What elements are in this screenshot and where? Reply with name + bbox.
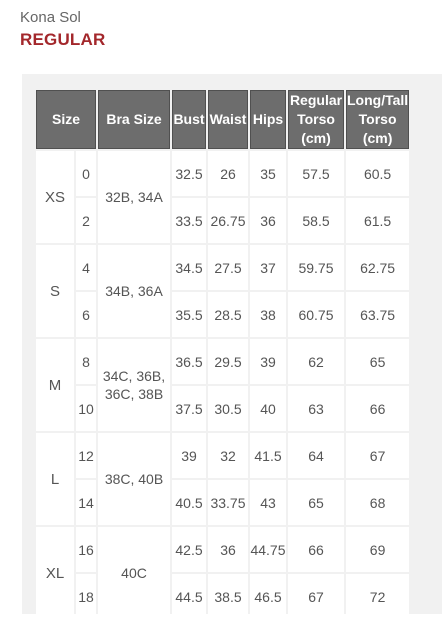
size-group-label: XL — [36, 527, 74, 619]
bust-value: 36.5 — [172, 339, 206, 384]
long-torso-value: 69 — [346, 527, 409, 572]
long-torso-value: 61.5 — [346, 198, 409, 243]
size-group-label: L — [36, 433, 74, 525]
bust-value: 34.5 — [172, 245, 206, 290]
bra-size — [98, 245, 170, 337]
regular-torso-value: 60.75 — [288, 292, 344, 337]
hips-value: 39 — [250, 339, 286, 384]
long-torso-value: 62.75 — [346, 245, 409, 290]
bra-size — [98, 151, 170, 243]
waist-value: 26 — [208, 151, 248, 196]
header-line: (cm) — [362, 130, 393, 146]
hips-value: 43 — [250, 480, 286, 525]
bust-value: 37.5 — [172, 386, 206, 431]
long-torso-value: 63.75 — [346, 292, 409, 337]
bust-value: 35.5 — [172, 292, 206, 337]
table-row — [36, 245, 409, 290]
table-row — [36, 339, 409, 384]
header-line: Torso — [297, 111, 335, 127]
hips-value: 37 — [250, 245, 286, 290]
hips-value: 41.5 — [250, 433, 286, 478]
bust-value: 40.5 — [172, 480, 206, 525]
col-header-waist: Waist — [208, 90, 248, 149]
col-header-regular-torso — [288, 90, 344, 149]
long-torso-value: 66 — [346, 386, 409, 431]
bra-size-line: 34B, 36A — [105, 283, 163, 299]
waist-value: 38.5 — [208, 574, 248, 619]
hips-value: 36 — [250, 198, 286, 243]
numeric-size: 0 — [76, 151, 96, 196]
bra-size — [98, 339, 170, 431]
waist-value: 30.5 — [208, 386, 248, 431]
numeric-size: 14 — [76, 480, 96, 525]
header-line: Long/Tall — [347, 92, 409, 108]
hips-value: 35 — [250, 151, 286, 196]
size-group-label: M — [36, 339, 74, 431]
numeric-size: 10 — [76, 386, 96, 431]
size-chart-table — [34, 88, 411, 621]
hips-value: 40 — [250, 386, 286, 431]
waist-value: 28.5 — [208, 292, 248, 337]
header-line: Regular — [289, 92, 343, 108]
bra-size — [98, 433, 170, 525]
hips-value: 38 — [250, 292, 286, 337]
table-row — [36, 198, 409, 243]
waist-value: 27.5 — [208, 245, 248, 290]
size-group-label: XS — [36, 151, 74, 243]
col-header-long-tall-torso — [346, 90, 409, 149]
long-torso-value: 67 — [346, 433, 409, 478]
table-row — [36, 433, 409, 478]
bra-size — [98, 527, 170, 619]
bust-value: 33.5 — [172, 198, 206, 243]
long-torso-value: 60.5 — [346, 151, 409, 196]
bra-size-line: 38C, 40B — [104, 471, 164, 487]
long-torso-value: 68 — [346, 480, 409, 525]
bra-size-line: 34C, 36B, — [102, 368, 166, 384]
bust-value: 42.5 — [172, 527, 206, 572]
waist-value: 36 — [208, 527, 248, 572]
bust-value: 39 — [172, 433, 206, 478]
table-row — [36, 386, 409, 431]
numeric-size: 4 — [76, 245, 96, 290]
numeric-size: 12 — [76, 433, 96, 478]
header-line: (cm) — [301, 130, 331, 146]
waist-value: 26.75 — [208, 198, 248, 243]
table-row — [36, 480, 409, 525]
numeric-size: 8 — [76, 339, 96, 384]
col-header-hips: Hips — [250, 90, 286, 149]
regular-torso-value: 58.5 — [288, 198, 344, 243]
size-group-label: S — [36, 245, 74, 337]
numeric-size: 16 — [76, 527, 96, 572]
regular-torso-value: 65 — [288, 480, 344, 525]
numeric-size: 6 — [76, 292, 96, 337]
bust-value: 44.5 — [172, 574, 206, 619]
regular-torso-value: 57.5 — [288, 151, 344, 196]
numeric-size: 2 — [76, 198, 96, 243]
brand-name: Kona Sol — [20, 9, 81, 26]
regular-torso-value: 66 — [288, 527, 344, 572]
fit-title: REGULAR — [20, 30, 106, 49]
regular-torso-value: 59.75 — [288, 245, 344, 290]
long-torso-value: 72 — [346, 574, 409, 619]
col-header-size: Size — [36, 90, 96, 149]
long-torso-value: 65 — [346, 339, 409, 384]
regular-torso-value: 62 — [288, 339, 344, 384]
table-row — [36, 527, 409, 572]
regular-torso-value: 63 — [288, 386, 344, 431]
table-row — [36, 292, 409, 337]
regular-torso-value: 64 — [288, 433, 344, 478]
header-row — [36, 90, 409, 149]
header — [20, 8, 105, 51]
hips-value: 46.5 — [250, 574, 286, 619]
bra-size-line: 40C — [121, 565, 147, 581]
hips-value: 44.75 — [250, 527, 286, 572]
waist-value: 29.5 — [208, 339, 248, 384]
col-header-bra-size: Bra Size — [98, 90, 170, 149]
regular-torso-value: 67 — [288, 574, 344, 619]
header-line: Torso — [358, 111, 397, 127]
bra-size-line: 36C, 38B — [104, 386, 164, 402]
waist-value: 32 — [208, 433, 248, 478]
table-row — [36, 151, 409, 196]
bra-size-line: 32B, 34A — [105, 189, 163, 205]
numeric-size: 18 — [76, 574, 96, 619]
waist-value: 33.75 — [208, 480, 248, 525]
bust-value: 32.5 — [172, 151, 206, 196]
col-header-bust: Bust — [172, 90, 206, 149]
table-row — [36, 574, 409, 619]
